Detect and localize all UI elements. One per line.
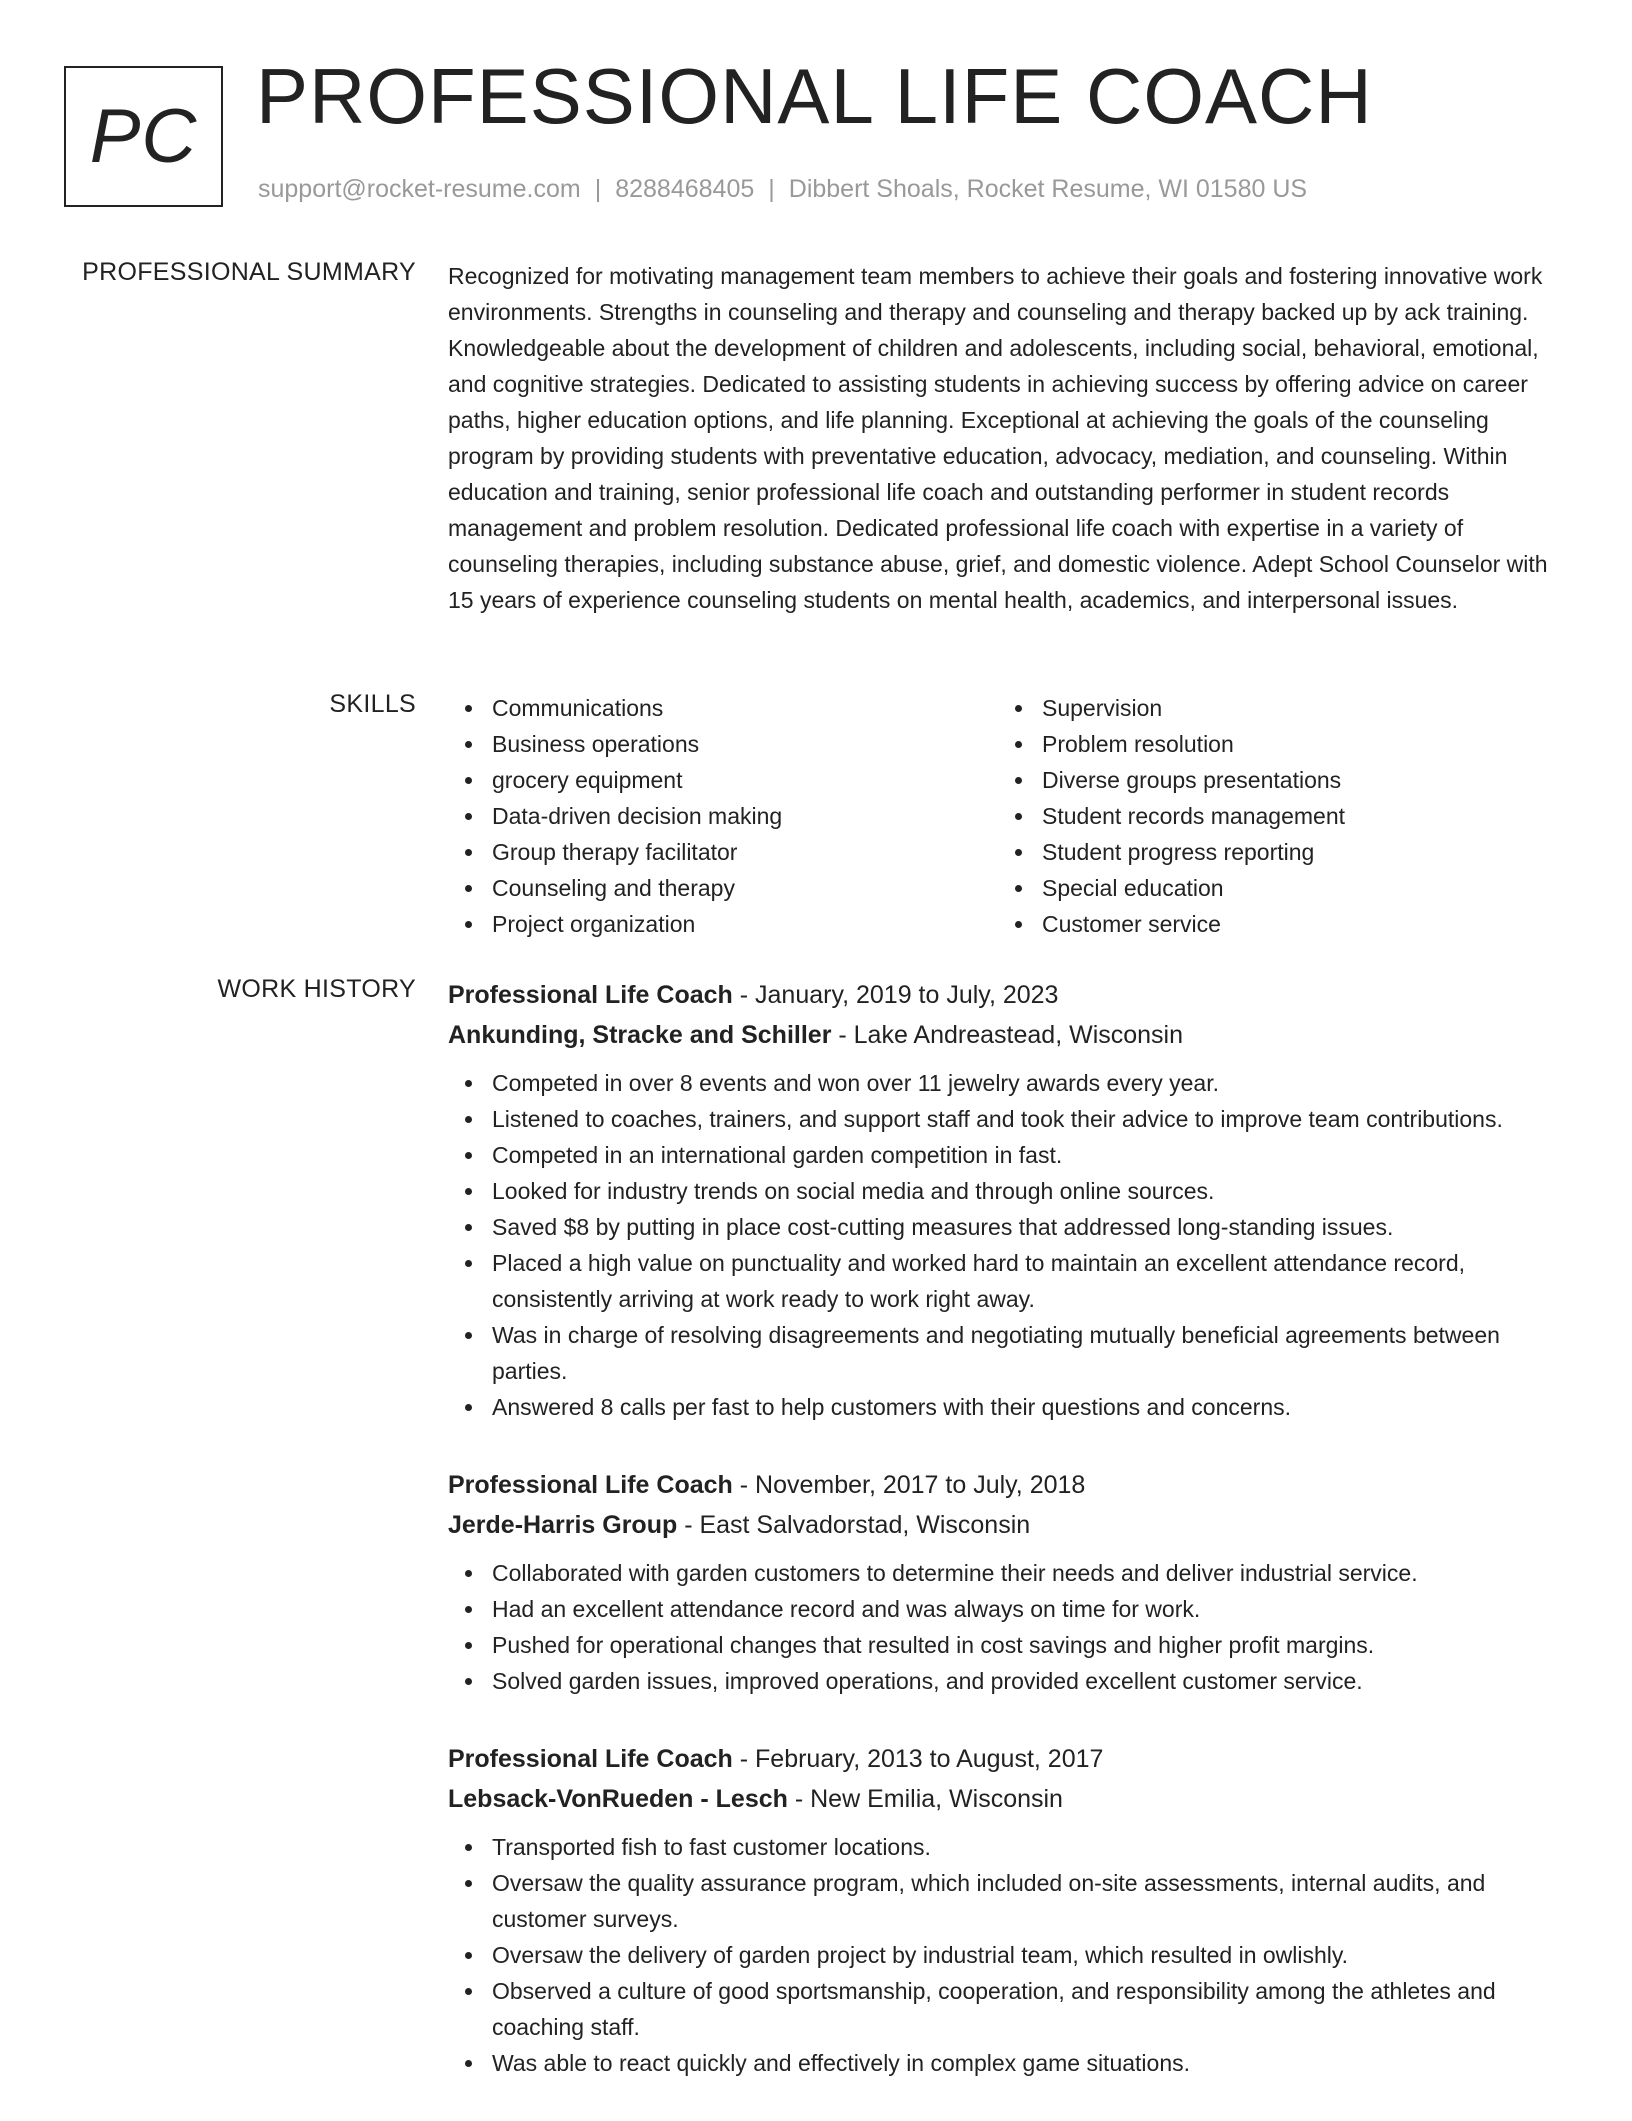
job-bullet: Competed in over 8 events and won over 11 jewelry awards every year. — [448, 1065, 1564, 1101]
skill-item: Counseling and therapy — [448, 870, 998, 906]
job-bullet: Oversaw the delivery of garden project by industrial team, which resulted in owlishly. — [448, 1937, 1564, 1973]
job-company: Lebsack-VonRueden - Lesch — [448, 1785, 788, 1813]
job-title-line — [448, 1739, 1564, 1779]
skill-item: Communications — [448, 690, 998, 726]
skill-item: Problem resolution — [998, 726, 1548, 762]
job-bullet: Answered 8 calls per fast to help customers with their questions and concerns. — [448, 1389, 1564, 1425]
skill-item: Business operations — [448, 726, 998, 762]
skill-item: Data-driven decision making — [448, 798, 998, 834]
work-body — [448, 975, 1564, 2121]
job-entry — [448, 975, 1564, 1425]
job-entry — [448, 1739, 1564, 2081]
job-bullets — [448, 1065, 1564, 1425]
job-title-line — [448, 1465, 1564, 1505]
skills-heading: SKILLS — [329, 690, 416, 718]
skills-list-right — [998, 690, 1548, 942]
job-location: - Lake Andreastead, Wisconsin — [831, 1021, 1184, 1049]
skill-item: Customer service — [998, 906, 1548, 942]
job-dates: - November, 2017 to July, 2018 — [732, 1471, 1086, 1499]
contact-phone[interactable]: 8288468405 — [615, 175, 755, 203]
job-company-line — [448, 1015, 1564, 1055]
job-bullet: Listened to coaches, trainers, and support staff and took their advice to improve team contributions. — [448, 1101, 1564, 1137]
skills-list-left — [448, 690, 998, 942]
contact-line — [258, 175, 1307, 204]
contact-separator: | — [594, 175, 602, 203]
job-bullet: Placed a high value on punctuality and worked hard to maintain an excellent attendance record, consistently arriving at work ready to work right away. — [448, 1245, 1564, 1317]
job-bullet: Transported fish to fast customer locations. — [448, 1829, 1564, 1865]
skill-item: Supervision — [998, 690, 1548, 726]
summary-heading: PROFESSIONAL SUMMARY — [82, 258, 416, 286]
job-bullet: Was able to react quickly and effectively in complex game situations. — [448, 2045, 1564, 2081]
job-bullet: Observed a culture of good sportsmanship, cooperation, and responsibility among the athletes and coaching staff. — [448, 1973, 1564, 2045]
job-location: - East Salvadorstad, Wisconsin — [677, 1511, 1031, 1539]
job-role: Professional Life Coach — [448, 981, 733, 1009]
job-dates: - February, 2013 to August, 2017 — [732, 1745, 1104, 1773]
job-bullet: Saved $8 by putting in place cost-cutting measures that addressed long-standing issues. — [448, 1209, 1564, 1245]
skill-item: Project organization — [448, 906, 998, 942]
job-bullet: Competed in an international garden competition in fast. — [448, 1137, 1564, 1173]
job-bullet: Looked for industry trends on social media and through online sources. — [448, 1173, 1564, 1209]
contact-email[interactable]: support@rocket-resume.com — [258, 175, 581, 203]
job-bullet: Collaborated with garden customers to determine their needs and deliver industrial service. — [448, 1555, 1564, 1591]
job-dates: - January, 2019 to July, 2023 — [732, 981, 1059, 1009]
skill-item: grocery equipment — [448, 762, 998, 798]
summary-body — [448, 258, 1564, 618]
monogram-initials: PC — [89, 93, 198, 179]
job-role: Professional Life Coach — [448, 1471, 733, 1499]
job-bullet: Pushed for operational changes that resulted in cost savings and higher profit margins. — [448, 1627, 1564, 1663]
monogram-box — [64, 66, 223, 207]
job-entry — [448, 1465, 1564, 1699]
job-company: Jerde-Harris Group — [448, 1511, 678, 1539]
contact-separator: | — [768, 175, 775, 203]
work-heading: WORK HISTORY — [217, 975, 416, 1003]
job-company-line — [448, 1505, 1564, 1545]
skill-item: Student records management — [998, 798, 1548, 834]
job-bullets — [448, 1829, 1564, 2081]
job-bullet: Had an excellent attendance record and was always on time for work. — [448, 1591, 1564, 1627]
job-bullet: Oversaw the quality assurance program, which included on-site assessments, internal audits, and customer surveys. — [448, 1865, 1564, 1937]
skill-item: Diverse groups presentations — [998, 762, 1548, 798]
skills-body — [448, 690, 1564, 942]
skill-item: Special education — [998, 870, 1548, 906]
job-location: - New Emilia, Wisconsin — [787, 1785, 1063, 1813]
job-title-line — [448, 975, 1564, 1015]
job-company-line — [448, 1779, 1564, 1819]
summary-text: Recognized for motivating management team members to achieve their goals and fostering innovative work environments. Strengths in counseling and therapy and counseling and therapy backed up by ack training. Knowledgeable about the development of children and adolescents, including social, behavioral, emotional, and cognitive strategies. Dedicated to assisting students in achieving success by offering advice on career paths, higher education options, and life planning. Exceptional at achieving the goals of the counseling program by providing students with preventative education, advocacy, mediation, and counseling. Within education and training, senior professional life coach and outstanding performer in student records management and problem resolution. Dedicated professional life coach with expertise in a variety of counseling therapies, including substance abuse, grief, and domestic violence. Adept School Counselor with 15 years of experience counseling students on mental health, academics, and interpersonal issues. — [448, 263, 1548, 613]
contact-address: Dibbert Shoals, Rocket Resume, WI 01580 US — [788, 175, 1308, 203]
skill-item: Student progress reporting — [998, 834, 1548, 870]
job-bullet: Was in charge of resolving disagreements and negotiating mutually beneficial agreements between parties. — [448, 1317, 1564, 1389]
job-company: Ankunding, Stracke and Schiller — [448, 1021, 832, 1049]
job-bullets — [448, 1555, 1564, 1699]
job-bullet: Solved garden issues, improved operations, and provided excellent customer service. — [448, 1663, 1564, 1699]
job-role: Professional Life Coach — [448, 1745, 733, 1773]
resume-name: PROFESSIONAL LIFE COACH — [256, 52, 1373, 140]
skill-item: Group therapy facilitator — [448, 834, 998, 870]
